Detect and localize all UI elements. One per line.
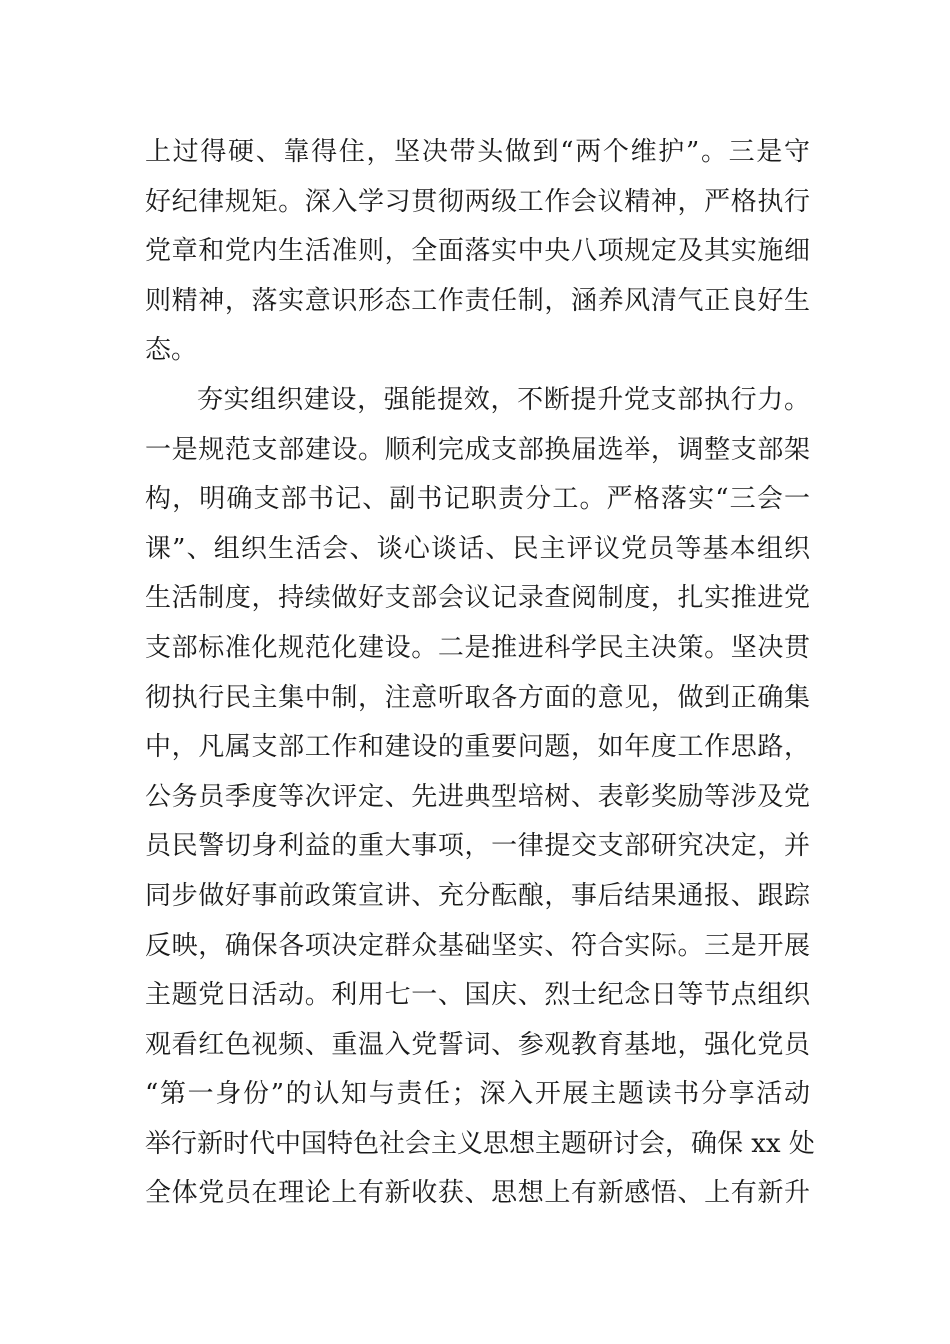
text-line: 中，凡属支部工作和建设的重要问题，如年度工作思路， bbox=[145, 732, 810, 763]
text-line: 反映，确保各项决定群众基础坚实、符合实际。三是开展 bbox=[145, 930, 810, 961]
text-line: 公务员季度等次评定、先进典型培树、表彰奖励等涉及党 bbox=[145, 781, 810, 812]
text-line: 态。 bbox=[145, 335, 198, 366]
text-line: 构，明确支部书记、副书记职责分工。严格落实“三会一 bbox=[145, 484, 810, 515]
text-line: “第一身份”的认知与责任；深入开展主题读书分享活动 bbox=[145, 1079, 810, 1110]
text-line: 主题党日活动。利用七一、国庆、烈士纪念日等节点组织 bbox=[145, 980, 810, 1011]
body-text bbox=[145, 128, 815, 1219]
text-line: 则精神，落实意识形态工作责任制，涵养风清气正良好生 bbox=[145, 285, 810, 316]
text-line: 支部标准化规范化建设。二是推进科学民主决策。坚决贯 bbox=[145, 632, 810, 663]
text-line: 党章和党内生活准则，全面落实中央八项规定及其实施细 bbox=[145, 236, 810, 267]
text-line: 课”、组织生活会、谈心谈话、民主评议党员等基本组织 bbox=[145, 533, 810, 564]
text-line: 举行新时代中国特色社会主义思想主题研讨会，确保 xx 处 bbox=[145, 1128, 815, 1159]
text-line: 员民警切身利益的重大事项，一律提交支部研究决定，并 bbox=[145, 831, 810, 862]
text-line: 夯实组织建设，强能提效，不断提升党支部执行力。 bbox=[197, 384, 810, 415]
text-line: 全体党员在理论上有新收获、思想上有新感悟、上有新升 bbox=[145, 1178, 810, 1209]
text-line: 生活制度，持续做好支部会议记录查阅制度，扎实推进党 bbox=[145, 583, 810, 614]
text-line: 一是规范支部建设。顺利完成支部换届选举，调整支部架 bbox=[145, 434, 810, 465]
text-line: 观看红色视频、重温入党誓词、参观教育基地，强化党员 bbox=[145, 1029, 810, 1060]
text-line: 彻执行民主集中制，注意听取各方面的意见，做到正确集 bbox=[145, 682, 810, 713]
text-line: 同步做好事前政策宣讲、充分酝酿，事后结果通报、跟踪 bbox=[145, 880, 810, 911]
text-line: 上过得硬、靠得住，坚决带头做到“两个维护”。三是守 bbox=[145, 137, 810, 167]
text-line: 好纪律规矩。深入学习贯彻两级工作会议精神，严格执行 bbox=[145, 186, 810, 217]
